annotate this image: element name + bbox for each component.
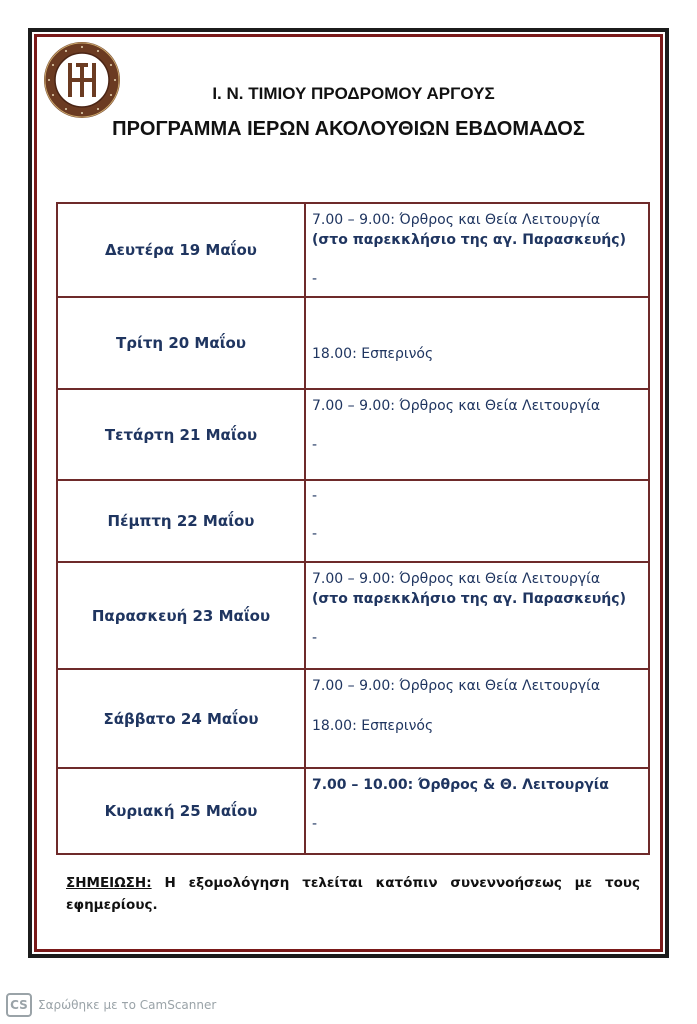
schedule-events (305, 480, 649, 562)
schedule-event-line (312, 505, 642, 525)
schedule-event-line: 18.00: Εσπερινός (312, 346, 434, 362)
scanner-watermark (6, 992, 216, 1018)
schedule-day: Δευτέρα 19 Μαΐου (57, 203, 305, 297)
schedule-row (57, 389, 649, 480)
schedule-event-line: - (312, 526, 318, 542)
schedule-event-line: - (312, 271, 318, 287)
schedule-day: Τρίτη 20 Μαΐου (57, 297, 305, 389)
schedule-day: Κυριακή 25 Μαΐου (57, 768, 305, 854)
schedule-day: Πέμπτη 22 Μαΐου (57, 480, 305, 562)
schedule-event-line (312, 609, 642, 629)
schedule-event-line: - (312, 630, 318, 646)
church-name: Ι. Ν. ΤΙΜΙΟΥ ΠΡΟΔΡΟΜΟΥ ΑΡΓΟΥΣ (212, 84, 495, 103)
schedule-table (56, 202, 650, 855)
schedule-event-line (312, 324, 642, 344)
schedule-day: Τετάρτη 21 Μαΐου (57, 389, 305, 480)
camscanner-logo-icon: CS (6, 993, 32, 1017)
schedule-event-line (312, 416, 642, 436)
schedule-events (305, 562, 649, 669)
schedule-event-line: 7.00 – 9.00: Όρθρος και Θεία Λειτουργία (312, 678, 601, 694)
page-title: ΠΡΟΓΡΑΜΜΑ ΙΕΡΩΝ ΑΚΟΛΟΥΘΙΩΝ ΕΒΔΟΜΑΔΟΣ (112, 118, 585, 140)
schedule-event-line: 7.00 – 10.00: Όρθρος & Θ. Λειτουργία (312, 777, 609, 793)
scanner-watermark-text: Σαρώθηκε με το CamScanner (38, 998, 217, 1012)
note-label: ΣΗΜΕΙΩΣΗ: (66, 875, 152, 891)
schedule-event-line (312, 304, 642, 324)
schedule-event-line: (στο παρεκκλήσιο της αγ. Παρασκευής) (312, 232, 626, 248)
schedule-event-line: 7.00 – 9.00: Όρθρος και Θεία Λειτουργία (312, 212, 601, 228)
schedule-events (305, 669, 649, 768)
schedule-event-line: - (312, 488, 318, 504)
note-text: Η εξομολόγηση τελείται κατόπιν συνεννοήσεως με τους εφημερίους. (66, 875, 640, 913)
schedule-row (57, 203, 649, 297)
schedule-event-line: - (312, 816, 318, 832)
schedule-row (57, 562, 649, 669)
schedule-day: Παρασκευή 23 Μαΐου (57, 562, 305, 669)
schedule-day: Σάββατο 24 Μαΐου (57, 669, 305, 768)
schedule-events (305, 768, 649, 854)
schedule-row (57, 669, 649, 768)
schedule-event-line: 7.00 – 9.00: Όρθρος και Θεία Λειτουργία (312, 571, 601, 587)
schedule-event-line (312, 696, 642, 716)
schedule-event-line: 7.00 – 9.00: Όρθρος και Θεία Λειτουργία (312, 398, 601, 414)
schedule-event-line: - (312, 437, 318, 453)
schedule-event-line: 18.00: Εσπερινός (312, 718, 434, 734)
church-seal-logo (43, 41, 121, 119)
schedule-row (57, 768, 649, 854)
schedule-row (57, 480, 649, 562)
schedule-event-line: (στο παρεκκλήσιο της αγ. Παρασκευής) (312, 591, 626, 607)
note-paragraph (66, 872, 640, 916)
schedule-event-line (312, 250, 642, 270)
schedule-events (305, 297, 649, 389)
schedule-event-line (312, 795, 642, 815)
schedule-events (305, 389, 649, 480)
schedule-row (57, 297, 649, 389)
schedule-events (305, 203, 649, 297)
